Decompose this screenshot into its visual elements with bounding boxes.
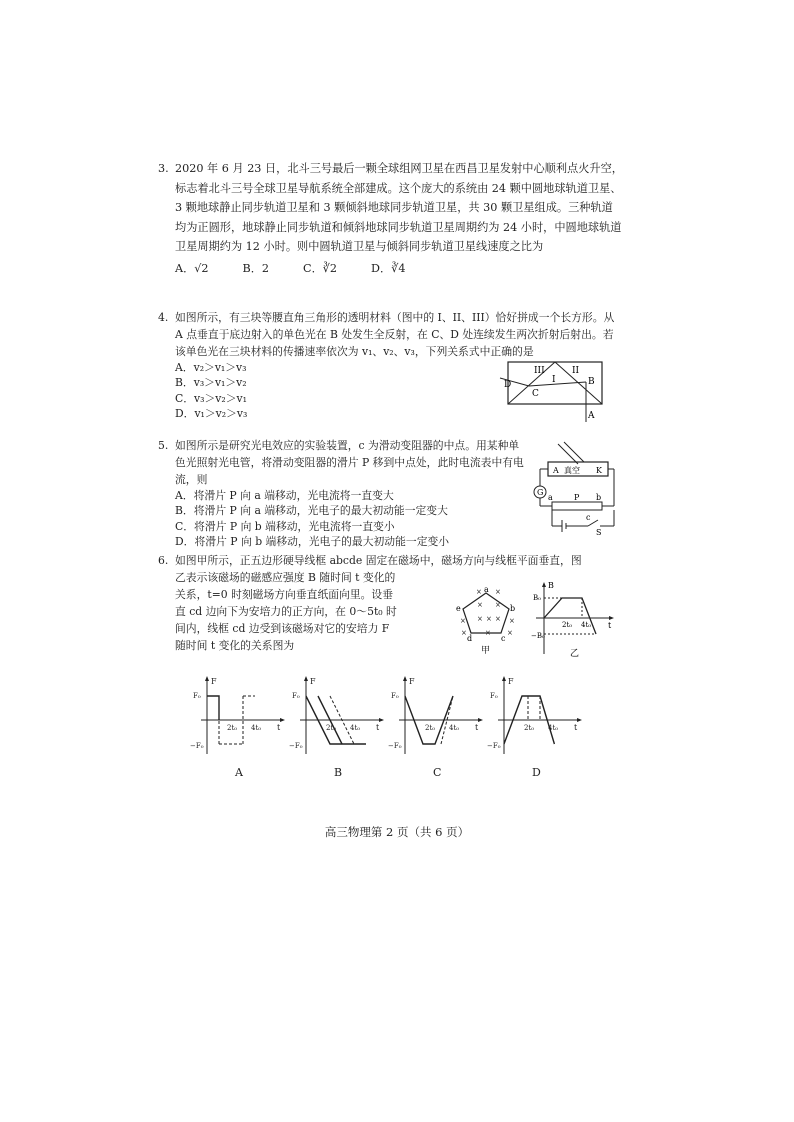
label-a: a bbox=[548, 493, 553, 502]
axis-label-b: B bbox=[548, 581, 554, 590]
choice-label-a: A bbox=[235, 766, 243, 779]
label-d: d bbox=[467, 634, 473, 643]
q5-circuit-figure bbox=[528, 440, 620, 538]
options-row bbox=[175, 259, 623, 279]
choice-label-b: B bbox=[334, 766, 343, 779]
option-c[interactable]: C．v₃＞v₂＞v₁ bbox=[175, 391, 247, 405]
q4-prism-figure bbox=[496, 356, 616, 426]
label-c: c bbox=[501, 634, 506, 643]
tick-4t0: 4t₀ bbox=[251, 724, 262, 732]
label-neg-f0: −F₀ bbox=[487, 742, 501, 750]
label-c: c bbox=[586, 513, 591, 522]
choice-label-d: D bbox=[532, 766, 541, 779]
label-f0: F₀ bbox=[490, 692, 498, 700]
arrow-t bbox=[280, 718, 285, 722]
label-f0: F₀ bbox=[193, 692, 201, 700]
tick-2t0: 2t₀ bbox=[562, 621, 573, 629]
label-b: b bbox=[510, 604, 516, 613]
option-d[interactable]: D．将滑片 P 向 b 端移动，光电子的最大初动能一定变小 bbox=[175, 535, 450, 549]
label-neg-f0: −F₀ bbox=[190, 742, 204, 750]
label-f0: F₀ bbox=[292, 692, 300, 700]
choice-label-c: C bbox=[433, 766, 442, 779]
axis-label-t: t bbox=[475, 723, 479, 732]
option-d[interactable]: D．∛4 bbox=[371, 261, 406, 275]
label-c: C bbox=[532, 389, 539, 399]
label-vacuum: 真空 bbox=[564, 466, 580, 475]
label-cathode: K bbox=[596, 466, 602, 475]
arrow-t bbox=[577, 718, 582, 722]
page-footer: 高三物理第 2 页（共 6 页） bbox=[324, 825, 470, 839]
q6-pentagon-figure bbox=[455, 583, 517, 655]
label-iii: III bbox=[534, 366, 545, 376]
tick-4t0: 4t₀ bbox=[449, 724, 460, 732]
label-f0: F₀ bbox=[391, 692, 399, 700]
svg-text:×: × bbox=[485, 629, 491, 637]
svg-text:×: × bbox=[476, 588, 482, 596]
arrow-f bbox=[304, 676, 308, 681]
label-ii: II bbox=[572, 366, 580, 376]
axis-label-t: t bbox=[277, 723, 281, 732]
label-neg-f0: −F₀ bbox=[289, 742, 303, 750]
arrow-f bbox=[205, 676, 209, 681]
tick-2t0: 2t₀ bbox=[227, 724, 238, 732]
option-b[interactable]: B．v₃＞v₁＞v₂ bbox=[175, 376, 247, 390]
caption-yi: 乙 bbox=[570, 649, 580, 659]
tick-2t0: 2t₀ bbox=[326, 724, 337, 732]
svg-text:×: × bbox=[477, 615, 483, 623]
axis-label-t: t bbox=[574, 723, 578, 732]
label-d: D bbox=[504, 380, 512, 390]
q6-choice-graphs bbox=[190, 676, 600, 786]
axis-label-t: t bbox=[376, 723, 380, 732]
label-anode: A bbox=[553, 466, 559, 475]
question-text: 如图所示，有三块等腰直角三角形的透明材料（图中的 I、II、III）恰好拼成一个长方形。从 A 点垂直于底边射入的单色光在 B 处发生全反射，在 C、D 处连续发生两次折射后射出。若该单色光在三块材料的传播速率依次为 v₁、v₂、v₃，下列关系式中正确的是 bbox=[175, 311, 615, 358]
question-text-rest: 乙表示该磁场的磁感应强度 B 随时间 t 变化的关系，t=0 时刻磁场方向垂直纸面向里。设垂直 cd 边向下为安培力的正方向，在 0～5t₀ 时间内，线框 cd 边受到该磁场对它的安培力 F 随时间 t 变化的关系图为 bbox=[175, 571, 397, 652]
question-text: 如图甲所示，正五边形硬导线框 abcde 固定在磁场中，磁场方向与线框平面垂直，图 bbox=[175, 554, 582, 567]
option-b[interactable]: B．2 bbox=[242, 261, 270, 275]
label-s: S bbox=[596, 528, 602, 537]
question-number: 4. bbox=[158, 311, 169, 324]
svg-text:×: × bbox=[486, 615, 492, 623]
label-b: B bbox=[588, 377, 595, 387]
svg-text:×: × bbox=[509, 617, 515, 625]
question-number: 3. bbox=[158, 162, 169, 175]
q6-b-t-graph bbox=[532, 580, 616, 660]
question-number: 5. bbox=[158, 439, 169, 452]
label-neg-b0: −B₀ bbox=[531, 632, 545, 640]
svg-text:×: × bbox=[461, 629, 467, 637]
option-a[interactable]: A．√2 bbox=[175, 261, 209, 275]
label-neg-f0: −F₀ bbox=[388, 742, 402, 750]
svg-text:×: × bbox=[495, 588, 501, 596]
option-d[interactable]: D．v₁＞v₂＞v₃ bbox=[175, 407, 248, 421]
svg-text:×: × bbox=[477, 601, 483, 609]
option-a[interactable]: A．v₂＞v₁＞v₃ bbox=[175, 361, 247, 374]
svg-text:×: × bbox=[460, 617, 466, 625]
label-b: b bbox=[596, 493, 602, 502]
arrow-t bbox=[379, 718, 384, 722]
question-number: 6. bbox=[158, 554, 169, 567]
tick-2t0: 2t₀ bbox=[524, 724, 535, 732]
axis-label-f: F bbox=[310, 677, 316, 686]
option-b[interactable]: B．将滑片 P 向 a 端移动，光电子的最大初动能一定变大 bbox=[175, 504, 448, 518]
f-t-curve bbox=[207, 696, 219, 720]
tick-4t0: 4t₀ bbox=[581, 621, 592, 629]
svg-text:×: × bbox=[495, 615, 501, 623]
label-e: e bbox=[456, 604, 461, 613]
axis-label-f: F bbox=[211, 677, 217, 686]
axis-label-f: F bbox=[508, 677, 514, 686]
option-a[interactable]: A．将滑片 P 向 a 端移动，光电流将一直变大 bbox=[175, 489, 394, 502]
label-b0: B₀ bbox=[533, 594, 541, 602]
tick-4t0: 4t₀ bbox=[548, 724, 559, 732]
arrow-f bbox=[502, 676, 506, 681]
question-text: 2020 年 6 月 23 日，北斗三号最后一颗全球组网卫星在西昌卫星发射中心顺利点火升空，标志着北斗三号全球卫星导航系统全部建成。这个庞大的系统由 24 颗中圆地球轨道卫星、3 颗地球静止同步轨道卫星和 3 颗倾斜地球同步轨道卫星，共 30 颗卫星组成。三种轨道均为正圆形，地球静止同步轨道和倾斜地球同步轨道卫星周期约为 24 小时，中圆地球轨道卫星周期约为 12 小时。则中圆轨道卫星与倾斜同步轨道卫星线速度之比为 bbox=[175, 162, 623, 253]
arrow-f bbox=[403, 676, 407, 681]
label-i: I bbox=[552, 375, 556, 385]
svg-text:×: × bbox=[495, 601, 501, 609]
option-c[interactable]: C．∛2 bbox=[303, 261, 338, 275]
label-p: P bbox=[574, 493, 580, 502]
option-c[interactable]: C．将滑片 P 向 b 端移动，光电流将一直变小 bbox=[175, 519, 395, 533]
axis-label-t: t bbox=[608, 621, 612, 630]
question-text: 如图所示是研究光电效应的实验装置，c 为滑动变阻器的中点。用某种单色光照射光电管，将滑动变阻器的滑片 P 移到中点处，此时电流表中有电流，则 bbox=[175, 439, 524, 486]
label-a: A bbox=[588, 411, 595, 421]
arrow-t bbox=[478, 718, 483, 722]
tick-2t0: 2t₀ bbox=[425, 724, 436, 732]
question-3 bbox=[158, 159, 623, 278]
label-a: a bbox=[484, 585, 489, 594]
label-galvanometer: G bbox=[537, 488, 544, 497]
caption-jia: 甲 bbox=[481, 646, 491, 656]
axis-label-f: F bbox=[409, 677, 415, 686]
tick-4t0: 4t₀ bbox=[350, 724, 361, 732]
svg-text:×: × bbox=[507, 629, 513, 637]
